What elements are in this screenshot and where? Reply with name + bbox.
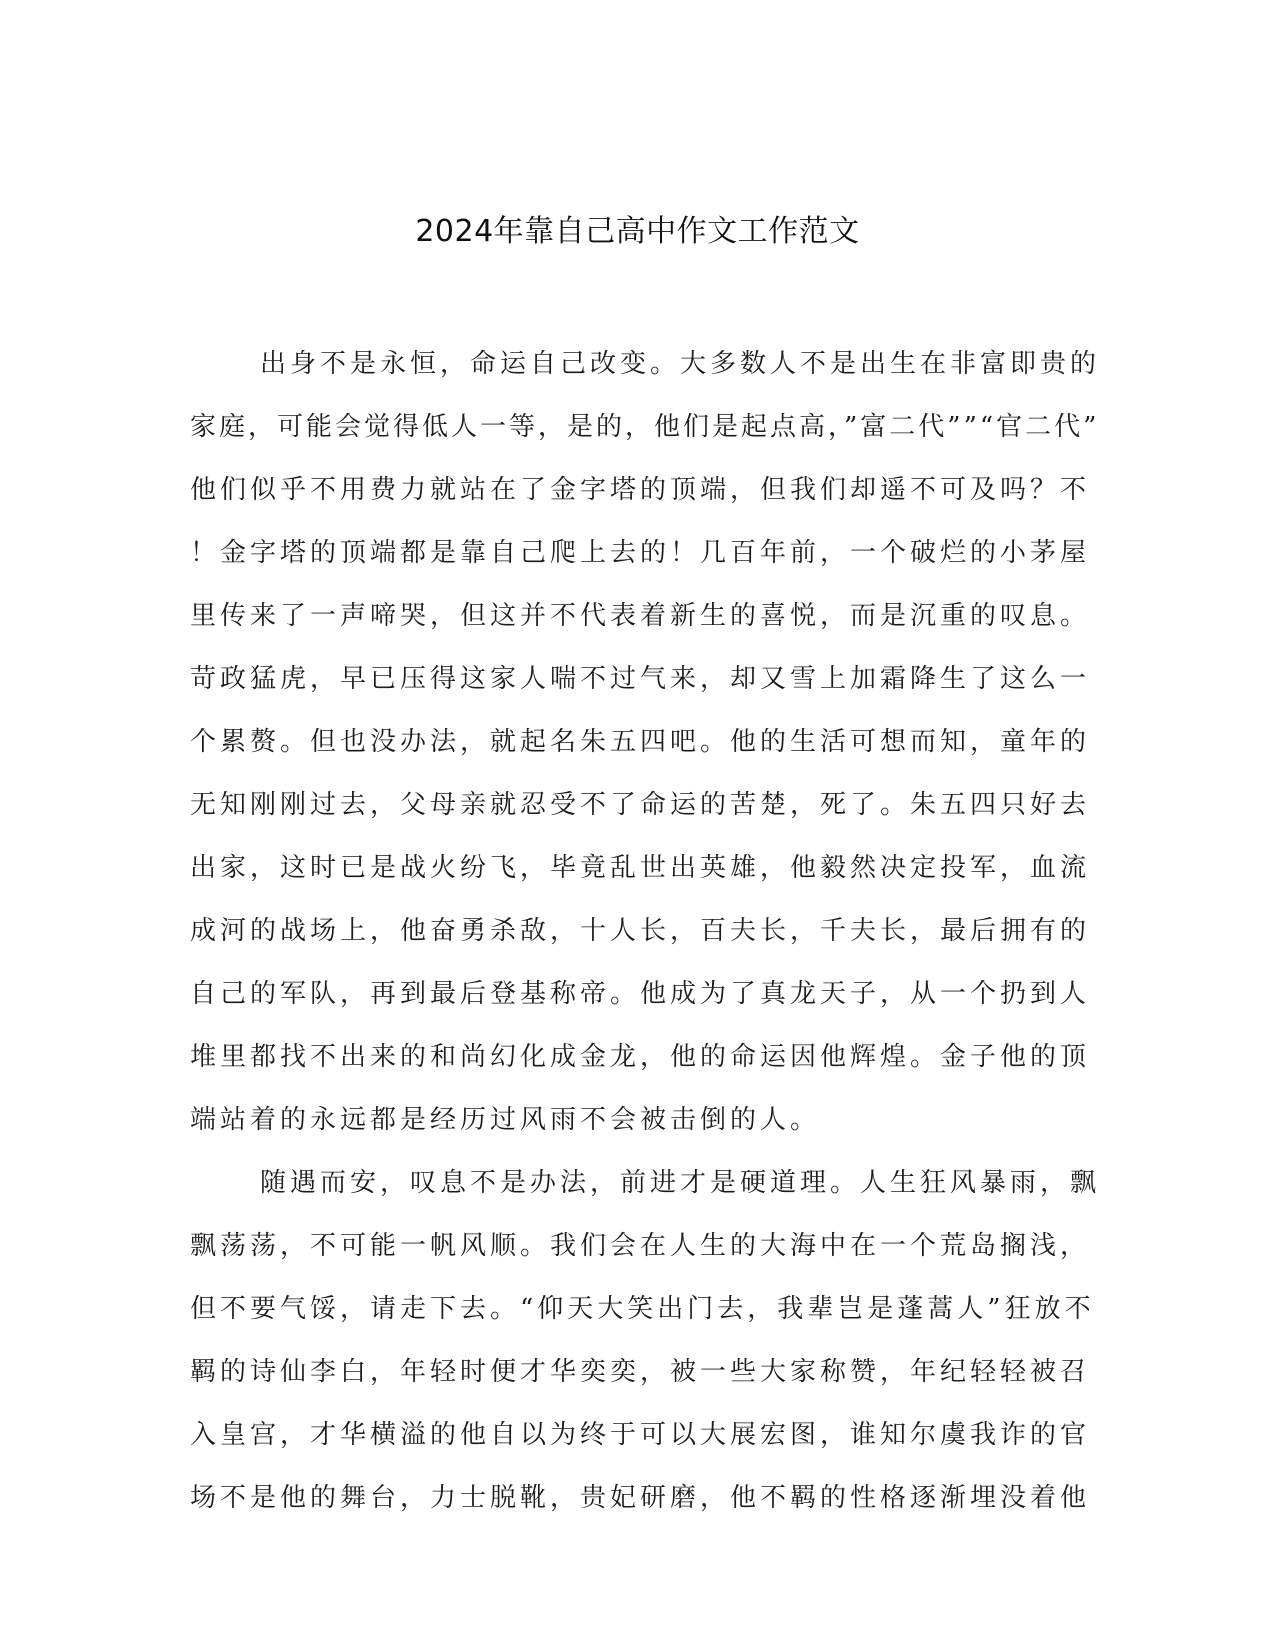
paragraph-1-line: 里传来了一声啼哭，但这并不代表着新生的喜悦，而是沉重的叹息。 [190, 601, 1091, 631]
paragraph-1-line: 出家，这时已是战火纷飞，毕竟乱世出英雄，他毅然决定投军，血流 [190, 853, 1091, 883]
paragraph-1-line: 家庭，可能会觉得低人一等，是的，他们是起点高，”富二代””“官二代” [190, 412, 1100, 442]
paragraph-1-line: 他们似乎不用费力就站在了金字塔的顶端，但我们却遥不可及吗？不 [190, 475, 1091, 505]
paragraph-2-line: 入皇宫，才华横溢的他自以为终于可以大展宏图，谁知尔虞我诈的官 [190, 1420, 1091, 1450]
paragraph-1-line: ！金字塔的顶端都是靠自己爬上去的！几百年前，一个破烂的小茅屋 [190, 538, 1091, 568]
paragraph-2-line: 但不要气馁，请走下去。“仰天大笑出门去，我辈岂是蓬蒿人”狂放不 [190, 1294, 1095, 1324]
paragraph-1-line: 苛政猛虎，早已压得这家人喘不过气来，却又雪上加霜降生了这么一 [190, 664, 1091, 694]
paragraph-1-line: 无知刚刚过去，父母亲就忍受不了命运的苦楚，死了。朱五四只好去 [190, 790, 1091, 820]
paragraph-2-line: 随遇而安，叹息不是办法，前进才是硬道理。人生狂风暴雨，飘 [260, 1168, 1101, 1198]
paragraph-1-line: 自己的军队，再到最后登基称帝。他成为了真龙天子，从一个扔到人 [190, 979, 1091, 1009]
paragraph-2-line: 羁的诗仙李白，年轻时便才华奕奕，被一些大家称赞，年纪轻轻被召 [190, 1357, 1091, 1387]
paragraph-2-line: 场不是他的舞台，力士脱靴，贵妃研磨，他不羁的性格逐渐埋没着他 [190, 1483, 1091, 1513]
document-body [190, 333, 1101, 1530]
paragraph-1-line: 个累赘。但也没办法，就起名朱五四吧。他的生活可想而知，童年的 [190, 727, 1091, 757]
paragraph-1-line: 端站着的永远都是经历过风雨不会被击倒的人。 [190, 1105, 821, 1135]
paragraph-1-line: 成河的战场上，他奋勇杀敌，十人长，百夫长，千夫长，最后拥有的 [190, 916, 1091, 946]
document-title: 2024年靠自己高中作文工作范文 [415, 214, 860, 249]
paragraph-1-line: 出身不是永恒，命运自己改变。大多数人不是出生在非富即贵的 [260, 349, 1101, 379]
paragraph-1-line: 堆里都找不出来的和尚幻化成金龙，他的命运因他辉煌。金子他的顶 [190, 1042, 1091, 1072]
paragraph-2-line: 飘荡荡，不可能一帆风顺。我们会在人生的大海中在一个荒岛搁浅， [190, 1231, 1091, 1261]
